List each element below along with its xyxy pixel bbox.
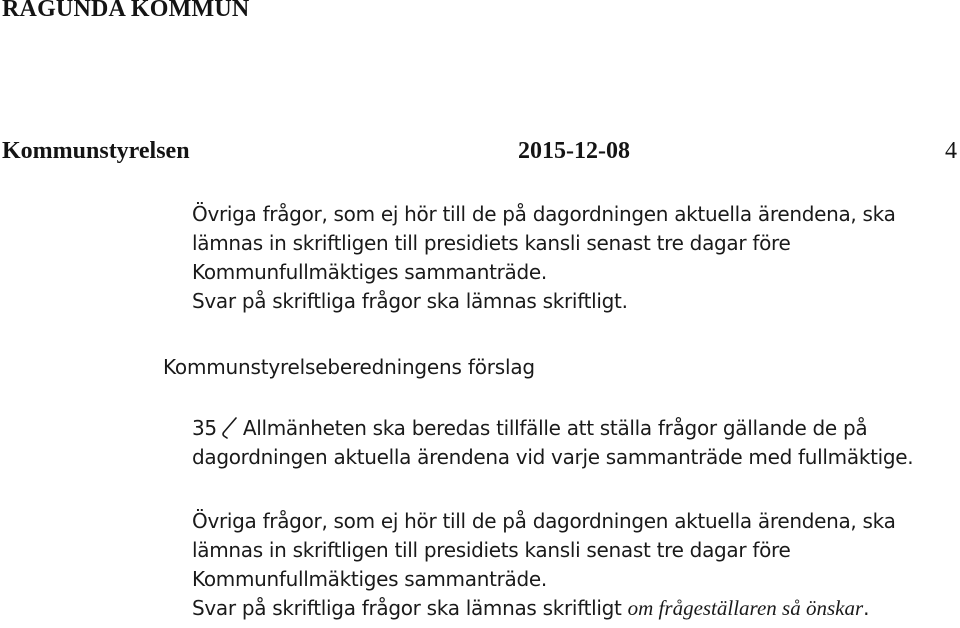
text-line: Svar på skriftliga frågor ska lämnas skriftligt. xyxy=(192,289,628,313)
text-line: Övriga frågor, som ej hör till de på dagordningen aktuella ärendena, ska xyxy=(192,202,896,226)
emphasized-text: om frågeställaren så önskar xyxy=(627,596,864,620)
text-line: dagordningen aktuella ärendena vid varje sammanträde med fullmäktige. xyxy=(192,445,914,469)
text-line: lämnas in skriftligen till presidiets kansli senast tre dagar före xyxy=(192,538,791,562)
last-line-prefix: Svar på skriftliga frågor ska lämnas skriftligt xyxy=(192,596,628,620)
last-line-suffix: . xyxy=(863,596,870,620)
text-line xyxy=(192,414,913,443)
meeting-date: 2015-12-08 xyxy=(518,138,630,164)
proposal-rules-text xyxy=(192,507,896,623)
text-line xyxy=(192,594,896,623)
text-line: Kommunfullmäktiges sammanträde. xyxy=(192,260,547,284)
text-line: Kommunfullmäktiges sammanträde. xyxy=(192,567,547,591)
proposal-heading: Kommunstyrelseberedningens förslag xyxy=(163,355,535,379)
paragraph-mark-icon xyxy=(219,417,239,439)
text-line: lämnas in skriftligen till presidiets kansli senast tre dagar före xyxy=(192,231,791,255)
page-number: 4 xyxy=(945,138,957,164)
text-line: Övriga frågor, som ej hör till de på dagordningen aktuella ärendena, ska xyxy=(192,509,896,533)
proposal-paragraph xyxy=(192,414,913,472)
paragraph-number: 35 xyxy=(192,416,217,440)
current-rules-text xyxy=(192,200,896,316)
board-name: Kommunstyrelsen xyxy=(2,138,190,164)
organization-name: RAGUNDA KOMMUN xyxy=(2,0,250,22)
paragraph-line-text: Allmänheten ska beredas tillfälle att ställa frågor gällande de på xyxy=(242,416,868,440)
